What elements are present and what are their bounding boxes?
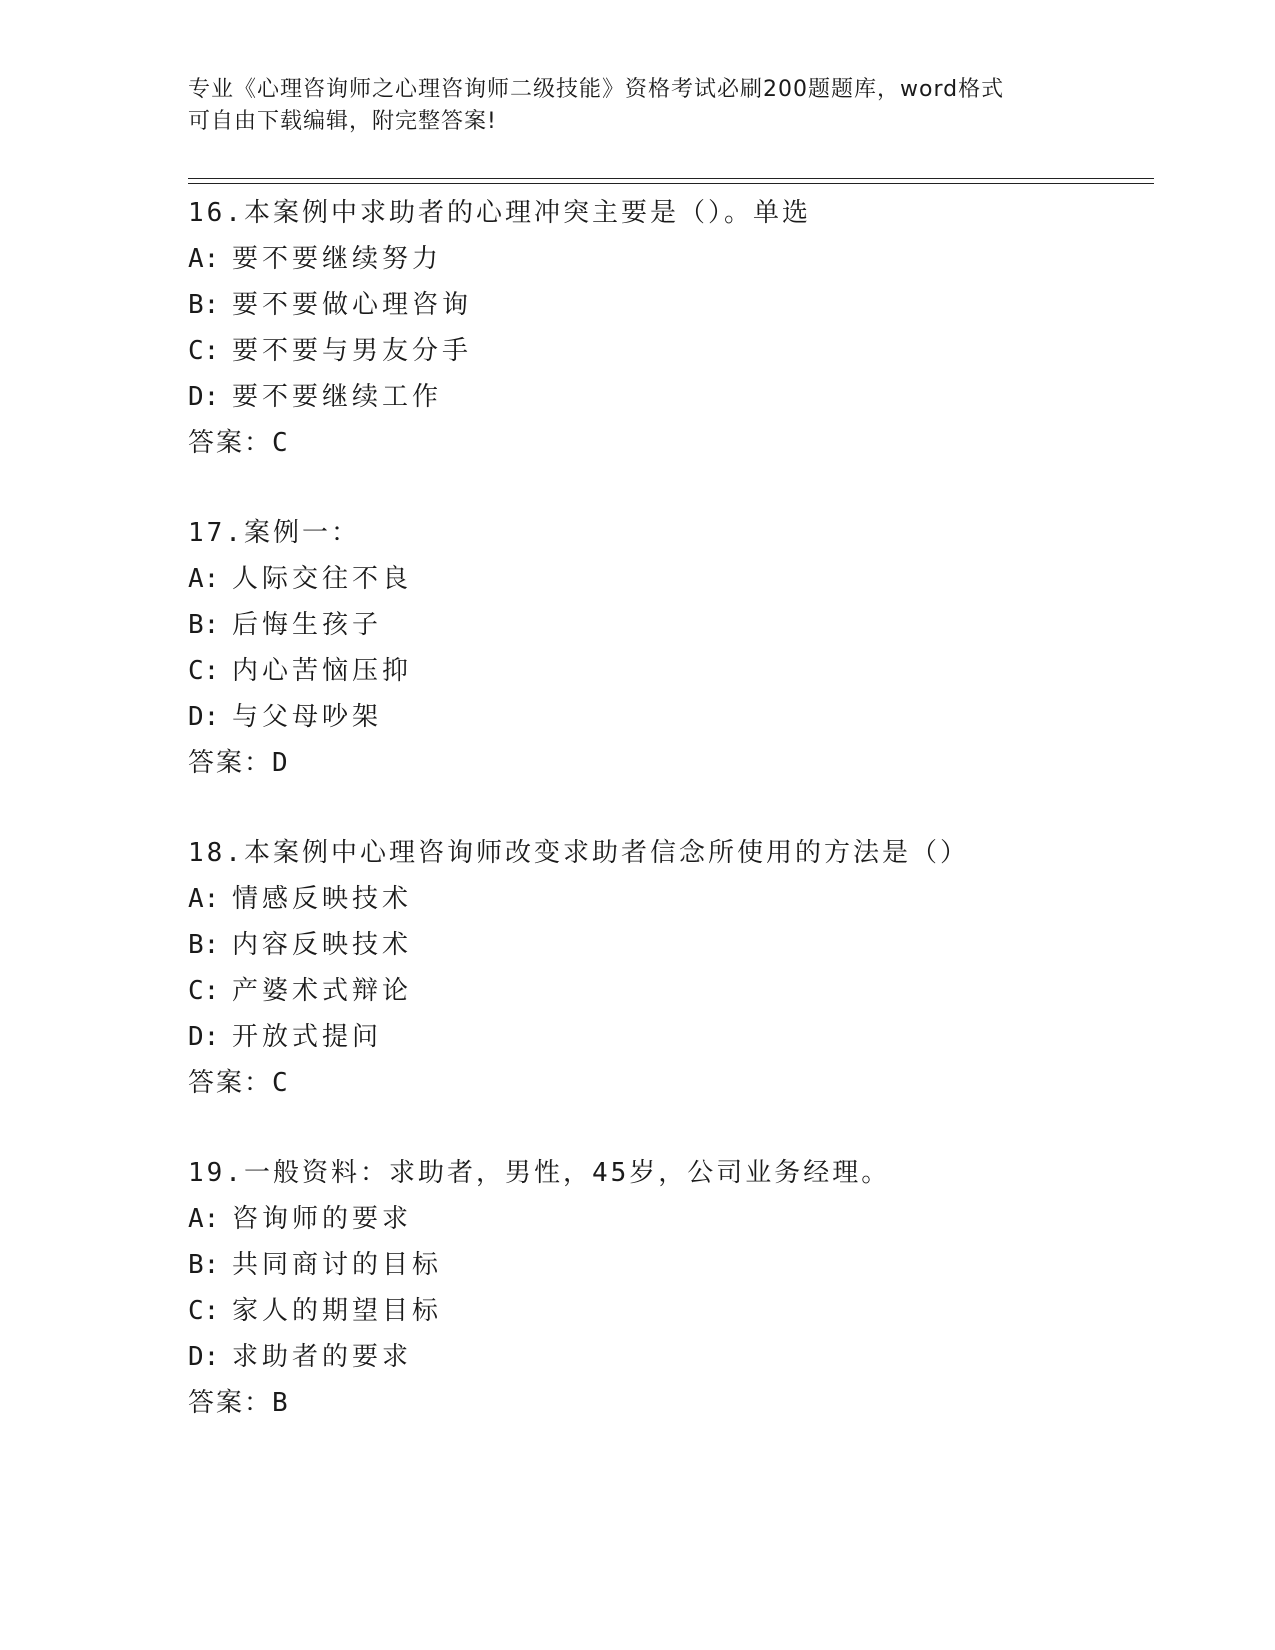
option-letter: B: (188, 610, 220, 640)
option-b (188, 282, 1148, 328)
question-text: 一般资料：求助者，男性，45岁，公司业务经理。 (243, 1158, 891, 1188)
question-number: 19. (188, 1158, 244, 1188)
answer (188, 1060, 1148, 1106)
option-b (188, 1242, 1148, 1288)
question-16 (188, 190, 1148, 466)
option-c (188, 968, 1148, 1014)
option-letter: A: (188, 1204, 220, 1234)
question-list (188, 190, 1148, 1470)
option-text: 咨询师的要求 (232, 1204, 413, 1234)
option-letter: D: (188, 702, 220, 732)
option-a (188, 236, 1148, 282)
question-text: 本案例中心理咨询师改变求助者信念所使用的方法是（） (243, 838, 969, 868)
option-letter: D: (188, 1022, 220, 1052)
option-letter: B: (188, 1250, 220, 1280)
answer-value: C (272, 1068, 288, 1098)
option-b (188, 602, 1148, 648)
answer (188, 740, 1148, 786)
option-letter: A: (188, 884, 220, 914)
question-stem (188, 830, 1148, 876)
option-text: 人际交往不良 (232, 564, 413, 594)
option-c (188, 1288, 1148, 1334)
option-text: 后悔生孩子 (232, 610, 383, 640)
option-text: 共同商讨的目标 (232, 1250, 443, 1280)
question-18 (188, 830, 1148, 1106)
header-line-1: 专业《心理咨询师之心理咨询师二级技能》资格考试必刷200题题库，word格式 (188, 77, 1005, 102)
option-c (188, 648, 1148, 694)
header-divider-top (188, 178, 1154, 179)
question-text: 本案例中求助者的心理冲突主要是（）。单选 (243, 198, 811, 228)
answer-value: C (272, 428, 288, 458)
question-text: 案例一： (243, 518, 360, 548)
question-stem (188, 190, 1148, 236)
option-b (188, 922, 1148, 968)
option-text: 家人的期望目标 (232, 1296, 443, 1326)
answer-label: 答案： (188, 428, 273, 458)
question-number: 17. (188, 518, 244, 548)
option-text: 要不要做心理咨询 (232, 290, 473, 320)
option-text: 求助者的要求 (232, 1342, 413, 1372)
option-letter: C: (188, 976, 220, 1006)
option-letter: D: (188, 1342, 220, 1372)
header-divider-bottom (188, 183, 1154, 184)
answer-label: 答案： (188, 748, 273, 778)
question-number: 16. (188, 198, 244, 228)
answer-value: B (272, 1388, 288, 1418)
option-text: 内容反映技术 (232, 930, 413, 960)
option-text: 要不要继续工作 (232, 382, 443, 412)
option-letter: D: (188, 382, 220, 412)
option-a (188, 1196, 1148, 1242)
question-19 (188, 1150, 1148, 1426)
option-text: 情感反映技术 (232, 884, 413, 914)
question-17 (188, 510, 1148, 786)
option-text: 产婆术式辩论 (232, 976, 413, 1006)
question-stem (188, 510, 1148, 556)
option-a (188, 876, 1148, 922)
document-header (188, 74, 1088, 138)
option-d (188, 694, 1148, 740)
answer-label: 答案： (188, 1068, 273, 1098)
option-d (188, 1334, 1148, 1380)
option-letter: B: (188, 290, 220, 320)
option-d (188, 1014, 1148, 1060)
option-text: 要不要继续努力 (232, 244, 443, 274)
option-text: 内心苦恼压抑 (232, 656, 413, 686)
option-letter: A: (188, 564, 220, 594)
answer-value: D (272, 748, 288, 778)
answer-label: 答案： (188, 1388, 273, 1418)
question-stem (188, 1150, 1148, 1196)
option-text: 与父母吵架 (232, 702, 383, 732)
option-letter: B: (188, 930, 220, 960)
option-c (188, 328, 1148, 374)
option-text: 要不要与男友分手 (232, 336, 473, 366)
question-number: 18. (188, 838, 244, 868)
answer (188, 1380, 1148, 1426)
option-letter: C: (188, 336, 220, 366)
option-d (188, 374, 1148, 420)
option-letter: A: (188, 244, 220, 274)
option-letter: C: (188, 656, 220, 686)
header-line-2: 可自由下载编辑，附完整答案! (188, 109, 497, 134)
answer (188, 420, 1148, 466)
option-text: 开放式提问 (232, 1022, 383, 1052)
option-letter: C: (188, 1296, 220, 1326)
option-a (188, 556, 1148, 602)
